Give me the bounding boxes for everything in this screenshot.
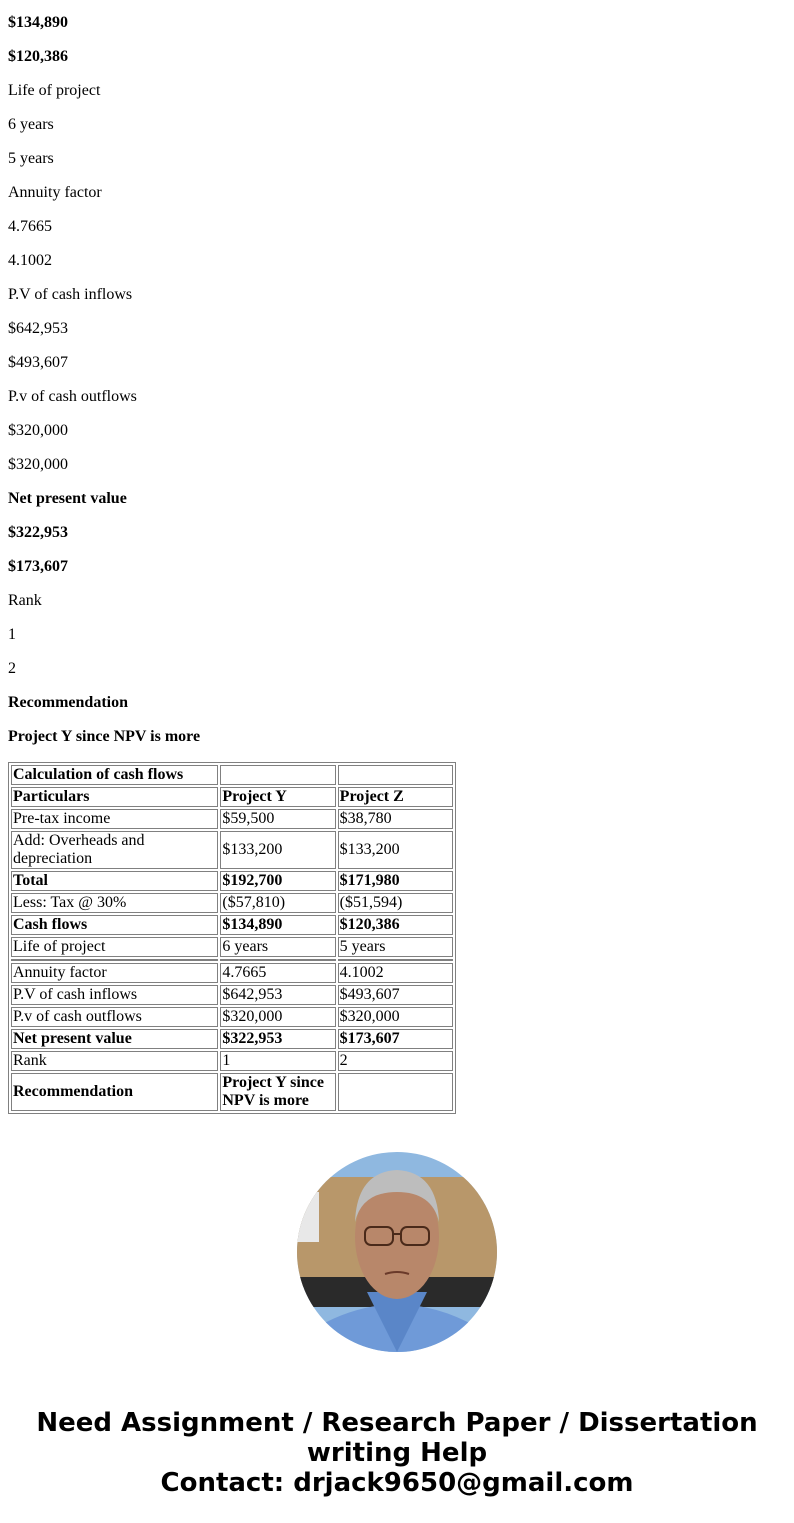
table-cell: 4.1002 xyxy=(338,963,453,983)
table-cell: $171,980 xyxy=(338,871,453,891)
table-row xyxy=(11,1051,453,1071)
table-cell: $133,200 xyxy=(338,831,453,869)
table-cell xyxy=(338,765,453,785)
table-cell: 5 years xyxy=(338,937,453,957)
answer-line: Project Y since NPV is more xyxy=(8,728,201,745)
table-cell: Life of project xyxy=(11,937,218,957)
table-cell: Project Y since NPV is more xyxy=(220,1073,335,1111)
table-cell: $120,386 xyxy=(338,915,453,935)
answer-line: $320,000 xyxy=(8,456,68,473)
table-row xyxy=(11,1073,453,1111)
table-cell: Add: Overheads and depreciation xyxy=(11,831,218,869)
table-cell: ($51,594) xyxy=(338,893,453,913)
table-cell: Pre-tax income xyxy=(11,809,218,829)
answer-line: $642,953 xyxy=(8,320,68,337)
answer-line: Rank xyxy=(8,592,42,609)
footer-help-text: Need Assignment / Research Paper / Dissertation writing Help xyxy=(36,1408,758,1468)
table-cell: Total xyxy=(11,871,218,891)
answer-line: Annuity factor xyxy=(8,184,102,201)
table-cell: Recommendation xyxy=(11,1073,218,1111)
table-cell: $642,953 xyxy=(220,985,335,1005)
table-cell: Net present value xyxy=(11,1029,218,1049)
table-row xyxy=(11,963,453,983)
table-row xyxy=(11,937,453,957)
table-cell: 2 xyxy=(338,1051,453,1071)
footer-contact-email: Contact: drjack9650@gmail.com xyxy=(160,1468,634,1498)
table-cell: $133,200 xyxy=(220,831,335,869)
table-row xyxy=(11,915,453,935)
author-photo xyxy=(297,1152,497,1352)
table-row xyxy=(11,787,453,807)
answer-line: P.V of cash inflows xyxy=(8,286,133,303)
table-cell: P.v of cash outflows xyxy=(11,1007,218,1027)
table-row xyxy=(11,831,453,869)
answer-line: $134,890 xyxy=(8,14,68,31)
answer-line: Recommendation xyxy=(8,694,128,711)
table-spacer-row xyxy=(11,959,453,961)
table-cell: 6 years xyxy=(220,937,335,957)
table-cell: $493,607 xyxy=(338,985,453,1005)
table-cell: 1 xyxy=(220,1051,335,1071)
table-cell: Calculation of cash flows xyxy=(11,765,218,785)
table-row xyxy=(11,809,453,829)
answer-line: $322,953 xyxy=(8,524,68,541)
table-cell: $134,890 xyxy=(220,915,335,935)
table-cell xyxy=(338,959,453,961)
table-cell: $320,000 xyxy=(220,1007,335,1027)
table-cell: $38,780 xyxy=(338,809,453,829)
table-cell: $320,000 xyxy=(338,1007,453,1027)
table-row xyxy=(11,1007,453,1027)
table-cell: Rank xyxy=(11,1051,218,1071)
answer-line: Net present value xyxy=(8,490,127,507)
table-cell xyxy=(220,959,335,961)
answer-line: 5 years xyxy=(8,150,54,167)
answer-line: $320,000 xyxy=(8,422,68,439)
table-cell: $192,700 xyxy=(220,871,335,891)
table-row xyxy=(11,765,453,785)
answer-line: $173,607 xyxy=(8,558,68,575)
table-cell: $59,500 xyxy=(220,809,335,829)
answer-line: P.v of cash outflows xyxy=(8,388,137,405)
table-cell: $322,953 xyxy=(220,1029,335,1049)
answer-line: $120,386 xyxy=(8,48,68,65)
table-cell xyxy=(338,1073,453,1111)
table-cell: Annuity factor xyxy=(11,963,218,983)
answer-line: 2 xyxy=(8,660,16,677)
answer-line: $493,607 xyxy=(8,354,68,371)
answer-paragraphs xyxy=(8,14,786,746)
table-cell: P.V of cash inflows xyxy=(11,985,218,1005)
answer-line: 6 years xyxy=(8,116,54,133)
contact-footer xyxy=(8,1408,786,1498)
table-cell: $173,607 xyxy=(338,1029,453,1049)
table-row xyxy=(11,985,453,1005)
answer-line: 4.1002 xyxy=(8,252,52,269)
table-row xyxy=(11,871,453,891)
table-cell: Project Z xyxy=(338,787,453,807)
table-cell: Project Y xyxy=(220,787,335,807)
table-cell xyxy=(11,959,218,961)
table-cell: Less: Tax @ 30% xyxy=(11,893,218,913)
answer-line: 1 xyxy=(8,626,16,643)
cash-flow-table xyxy=(8,762,456,1114)
table-cell: 4.7665 xyxy=(220,963,335,983)
photo-container xyxy=(8,1152,786,1357)
table-cell: ($57,810) xyxy=(220,893,335,913)
table-cell xyxy=(220,765,335,785)
table-cell: Cash flows xyxy=(11,915,218,935)
answer-line: 4.7665 xyxy=(8,218,52,235)
table-cell: Particulars xyxy=(11,787,218,807)
table-row xyxy=(11,893,453,913)
table-row xyxy=(11,1029,453,1049)
answer-line: Life of project xyxy=(8,82,101,99)
